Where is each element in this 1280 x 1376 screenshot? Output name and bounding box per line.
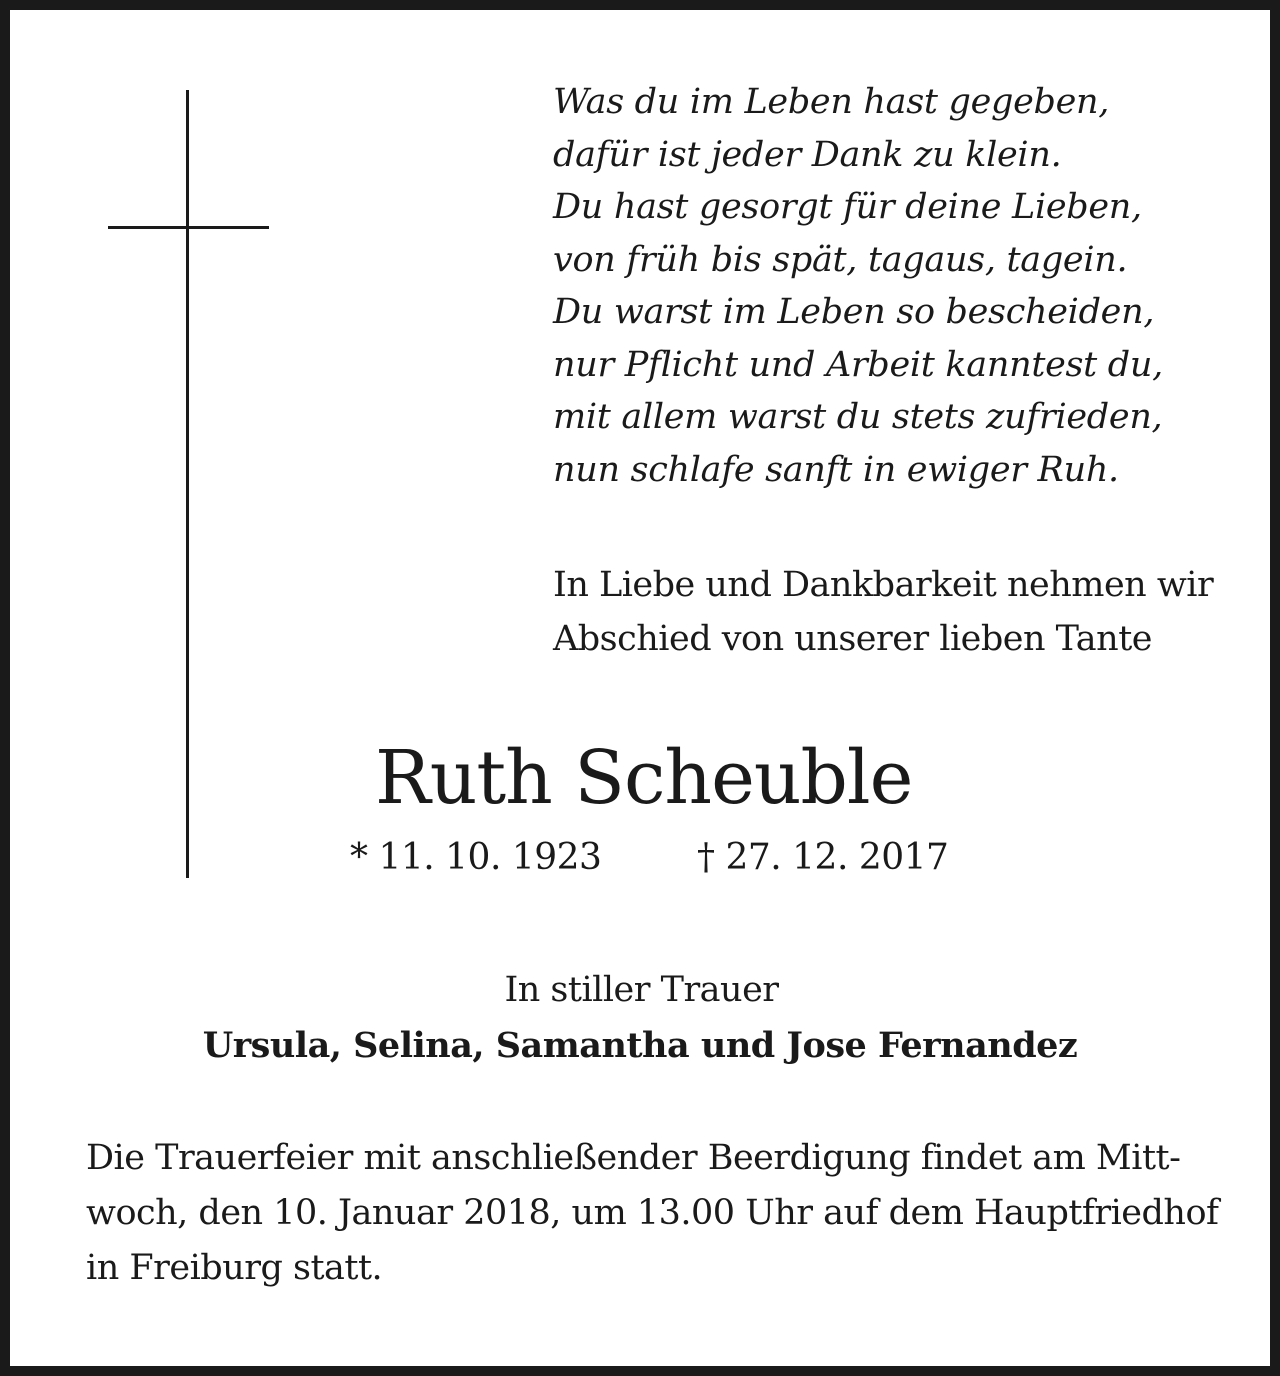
poem-line: nun schlafe sanft in ewiger Ruh. bbox=[553, 449, 1119, 490]
poem-line: Du hast gesorgt für deine Lieben, bbox=[553, 187, 1142, 227]
poem-line: von früh bis spät, tagaus, tagein. bbox=[553, 239, 1128, 280]
poem-line: Was du im Leben hast gegeben, bbox=[553, 82, 1110, 122]
birth-date: * 11. 10. 1923 bbox=[350, 837, 602, 878]
funeral-notice bbox=[86, 1131, 1219, 1296]
funeral-line: woch, den 10. Januar 2018, um 13.00 Uhr auf dem Hauptfriedhof bbox=[86, 1193, 1219, 1233]
mourner-names: Ursula, Selina, Samantha und Jose Fernandez bbox=[202, 1025, 1078, 1066]
mourning-section bbox=[0, 964, 1280, 1072]
farewell-text bbox=[553, 558, 1253, 666]
poem-line: dafür ist jeder Dank zu klein. bbox=[553, 134, 1062, 175]
poem-line: mit allem warst du stets zufrieden, bbox=[553, 397, 1163, 437]
death-date: † 27. 12. 2017 bbox=[697, 837, 949, 878]
cross-horizontal-bar bbox=[108, 226, 269, 229]
funeral-line: in Freiburg statt. bbox=[86, 1248, 383, 1288]
poem-line: Du warst im Leben so bescheiden, bbox=[553, 292, 1155, 332]
farewell-line: In Liebe und Dankbarkeit nehmen wir bbox=[553, 565, 1214, 605]
cross-vertical-bar bbox=[186, 90, 189, 878]
funeral-line: Die Trauerfeier mit anschließender Beerdigung findet am Mitt- bbox=[86, 1138, 1181, 1178]
deceased-name: Ruth Scheuble bbox=[375, 735, 913, 821]
poem bbox=[553, 76, 1253, 496]
farewell-line: Abschied von unserer lieben Tante bbox=[553, 619, 1152, 659]
poem-line: nur Pflicht und Arbeit kanntest du, bbox=[553, 344, 1163, 385]
mourning-label: In stiller Trauer bbox=[504, 970, 779, 1010]
